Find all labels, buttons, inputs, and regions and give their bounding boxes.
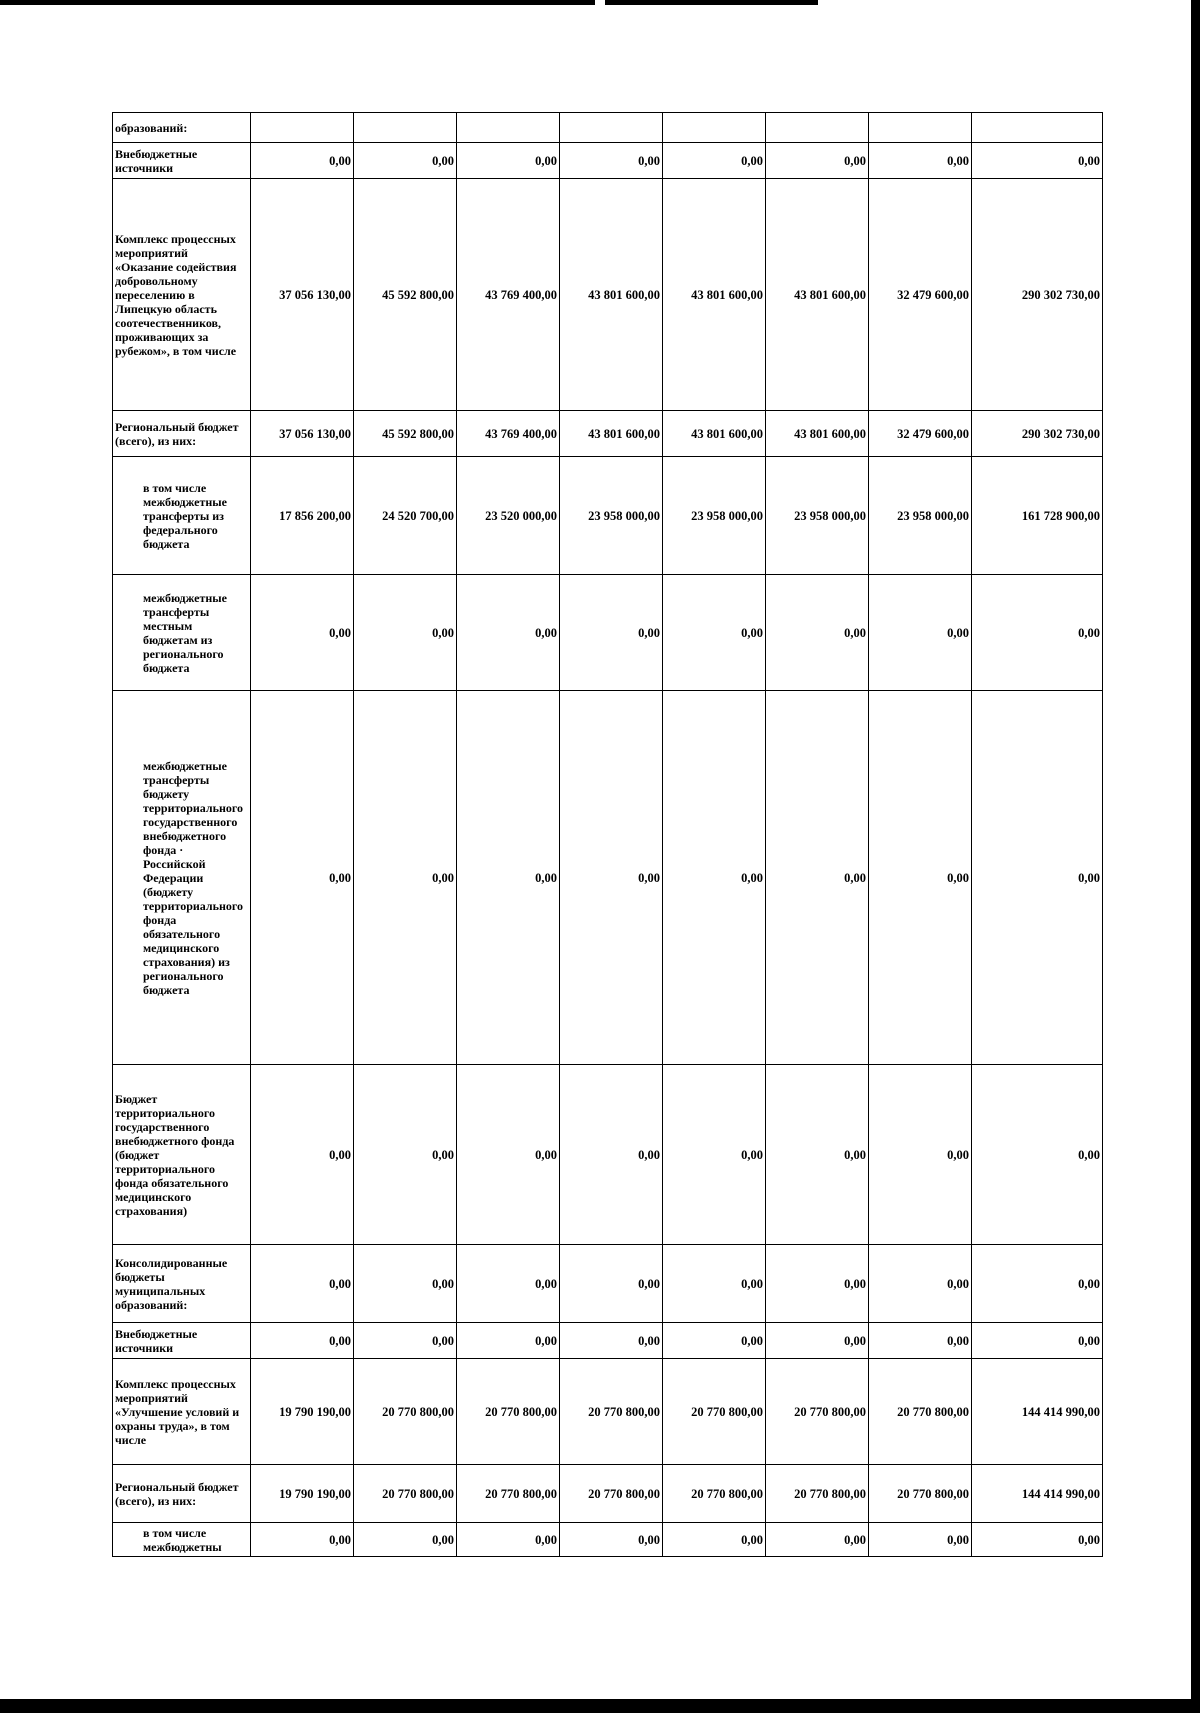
value-cell: 0,00 (354, 1323, 457, 1359)
value-cell: 0,00 (457, 1323, 560, 1359)
value-cell: 0,00 (560, 1523, 663, 1557)
value-cell: 0,00 (560, 1065, 663, 1245)
budget-table (112, 112, 1103, 1557)
value-cell: 0,00 (251, 143, 354, 179)
value-cell: 45 592 800,00 (354, 179, 457, 411)
value-cell: 32 479 600,00 (869, 411, 972, 457)
value-cell: 23 958 000,00 (560, 457, 663, 575)
value-cell: 20 770 800,00 (354, 1359, 457, 1465)
value-cell: 0,00 (663, 1523, 766, 1557)
table-row (113, 1065, 1103, 1245)
value-cell (869, 113, 972, 143)
value-cell: 0,00 (560, 575, 663, 691)
value-cell: 43 801 600,00 (663, 179, 766, 411)
scan-edge-bottom (0, 1699, 1200, 1713)
value-cell: 17 856 200,00 (251, 457, 354, 575)
value-cell: 0,00 (354, 143, 457, 179)
value-cell: 0,00 (869, 691, 972, 1065)
value-cell: 0,00 (457, 1065, 560, 1245)
value-cell: 0,00 (972, 691, 1103, 1065)
value-cell: 0,00 (766, 143, 869, 179)
scan-edge-top-right (605, 0, 818, 5)
value-cell: 24 520 700,00 (354, 457, 457, 575)
value-cell: 0,00 (766, 575, 869, 691)
value-cell: 19 790 190,00 (251, 1359, 354, 1465)
value-cell: 23 958 000,00 (663, 457, 766, 575)
value-cell: 20 770 800,00 (457, 1359, 560, 1465)
table-row (113, 1323, 1103, 1359)
value-cell: 0,00 (457, 1523, 560, 1557)
value-cell: 20 770 800,00 (663, 1465, 766, 1523)
value-cell: 0,00 (766, 691, 869, 1065)
value-cell: 0,00 (251, 1523, 354, 1557)
value-cell: 0,00 (663, 575, 766, 691)
value-cell: 43 801 600,00 (766, 411, 869, 457)
value-cell: 37 056 130,00 (251, 179, 354, 411)
value-cell: 0,00 (354, 1245, 457, 1323)
value-cell: 0,00 (251, 575, 354, 691)
value-cell: 37 056 130,00 (251, 411, 354, 457)
value-cell: 290 302 730,00 (972, 179, 1103, 411)
table-row (113, 457, 1103, 575)
value-cell: 43 801 600,00 (560, 179, 663, 411)
table-row (113, 411, 1103, 457)
value-cell: 0,00 (457, 1245, 560, 1323)
row-label: Региональный бюджет (всего), из них: (113, 411, 251, 457)
value-cell: 0,00 (354, 691, 457, 1065)
row-label: Консолидированные бюджеты муниципальных образований: (113, 1245, 251, 1323)
value-cell: 0,00 (663, 1065, 766, 1245)
value-cell: 0,00 (869, 1323, 972, 1359)
value-cell: 0,00 (457, 575, 560, 691)
value-cell: 0,00 (766, 1245, 869, 1323)
value-cell: 20 770 800,00 (766, 1359, 869, 1465)
value-cell: 0,00 (457, 691, 560, 1065)
value-cell: 0,00 (663, 691, 766, 1065)
value-cell (663, 113, 766, 143)
value-cell: 0,00 (354, 1065, 457, 1245)
value-cell: 161 728 900,00 (972, 457, 1103, 575)
row-label: межбюджетные трансферты местным бюджетам из регионального бюджета (113, 575, 251, 691)
value-cell: 0,00 (869, 575, 972, 691)
value-cell: 0,00 (663, 1323, 766, 1359)
value-cell: 0,00 (972, 1245, 1103, 1323)
value-cell: 0,00 (869, 1065, 972, 1245)
value-cell: 20 770 800,00 (354, 1465, 457, 1523)
value-cell: 20 770 800,00 (560, 1359, 663, 1465)
value-cell: 0,00 (869, 1523, 972, 1557)
value-cell: 0,00 (457, 143, 560, 179)
value-cell: 43 769 400,00 (457, 179, 560, 411)
value-cell (972, 113, 1103, 143)
value-cell: 144 414 990,00 (972, 1359, 1103, 1465)
table-row (113, 143, 1103, 179)
value-cell: 0,00 (972, 143, 1103, 179)
value-cell: 20 770 800,00 (560, 1465, 663, 1523)
value-cell: 23 958 000,00 (766, 457, 869, 575)
value-cell: 0,00 (354, 575, 457, 691)
value-cell (251, 113, 354, 143)
value-cell: 0,00 (766, 1065, 869, 1245)
value-cell: 43 801 600,00 (766, 179, 869, 411)
scan-edge-top-left (0, 0, 595, 5)
table-row (113, 575, 1103, 691)
value-cell (560, 113, 663, 143)
value-cell: 0,00 (972, 1523, 1103, 1557)
scan-edge-right (1191, 0, 1200, 1713)
value-cell: 20 770 800,00 (663, 1359, 766, 1465)
row-label: межбюджетные трансферты бюджету территориального государственного внебюджетного фонда · Российской Федерации (бюджету территориального фонда обязательного медицинского страхования) из регионального бюджета (113, 691, 251, 1065)
table-row (113, 1465, 1103, 1523)
value-cell: 45 592 800,00 (354, 411, 457, 457)
value-cell: 0,00 (663, 143, 766, 179)
value-cell: 0,00 (869, 1245, 972, 1323)
value-cell: 144 414 990,00 (972, 1465, 1103, 1523)
row-label: Комплекс процессных мероприятий «Оказание содействия добровольному переселению в Липецкую область соотечественников, проживающих за рубежом», в том числе (113, 179, 251, 411)
table-row (113, 179, 1103, 411)
value-cell: 0,00 (251, 1323, 354, 1359)
value-cell: 23 958 000,00 (869, 457, 972, 575)
value-cell: 0,00 (354, 1523, 457, 1557)
value-cell: 20 770 800,00 (869, 1359, 972, 1465)
row-label: Региональный бюджет (всего), из них: (113, 1465, 251, 1523)
row-label: Комплекс процессных мероприятий «Улучшение условий и охраны труда», в том числе (113, 1359, 251, 1465)
value-cell: 0,00 (560, 143, 663, 179)
value-cell: 20 770 800,00 (869, 1465, 972, 1523)
value-cell: 20 770 800,00 (766, 1465, 869, 1523)
value-cell: 20 770 800,00 (457, 1465, 560, 1523)
value-cell: 0,00 (560, 1323, 663, 1359)
table-body (113, 113, 1103, 1557)
table-row (113, 691, 1103, 1065)
table-row (113, 1523, 1103, 1557)
row-label: Бюджет территориального государственного внебюджетного фонда (бюджет территориального фонда обязательного медицинского страхования) (113, 1065, 251, 1245)
value-cell: 290 302 730,00 (972, 411, 1103, 457)
value-cell: 43 801 600,00 (560, 411, 663, 457)
row-label: в том числе межбюджетные трансферты из федерального бюджета (113, 457, 251, 575)
value-cell: 0,00 (869, 143, 972, 179)
value-cell (354, 113, 457, 143)
value-cell (457, 113, 560, 143)
value-cell: 0,00 (251, 691, 354, 1065)
table-row (113, 1359, 1103, 1465)
value-cell: 43 801 600,00 (663, 411, 766, 457)
value-cell: 0,00 (251, 1245, 354, 1323)
row-label: Внебюджетные источники (113, 143, 251, 179)
value-cell: 23 520 000,00 (457, 457, 560, 575)
value-cell: 0,00 (972, 1065, 1103, 1245)
value-cell: 0,00 (560, 691, 663, 1065)
value-cell: 0,00 (560, 1245, 663, 1323)
value-cell: 0,00 (766, 1523, 869, 1557)
value-cell (766, 113, 869, 143)
value-cell: 32 479 600,00 (869, 179, 972, 411)
value-cell: 19 790 190,00 (251, 1465, 354, 1523)
value-cell: 0,00 (766, 1323, 869, 1359)
table-row (113, 113, 1103, 143)
value-cell: 0,00 (251, 1065, 354, 1245)
table-row (113, 1245, 1103, 1323)
value-cell: 0,00 (972, 1323, 1103, 1359)
row-label: в том числе межбюджетны (113, 1523, 251, 1557)
value-cell: 0,00 (972, 575, 1103, 691)
row-label: Внебюджетные источники (113, 1323, 251, 1359)
value-cell: 0,00 (663, 1245, 766, 1323)
value-cell: 43 769 400,00 (457, 411, 560, 457)
row-label: образований: (113, 113, 251, 143)
